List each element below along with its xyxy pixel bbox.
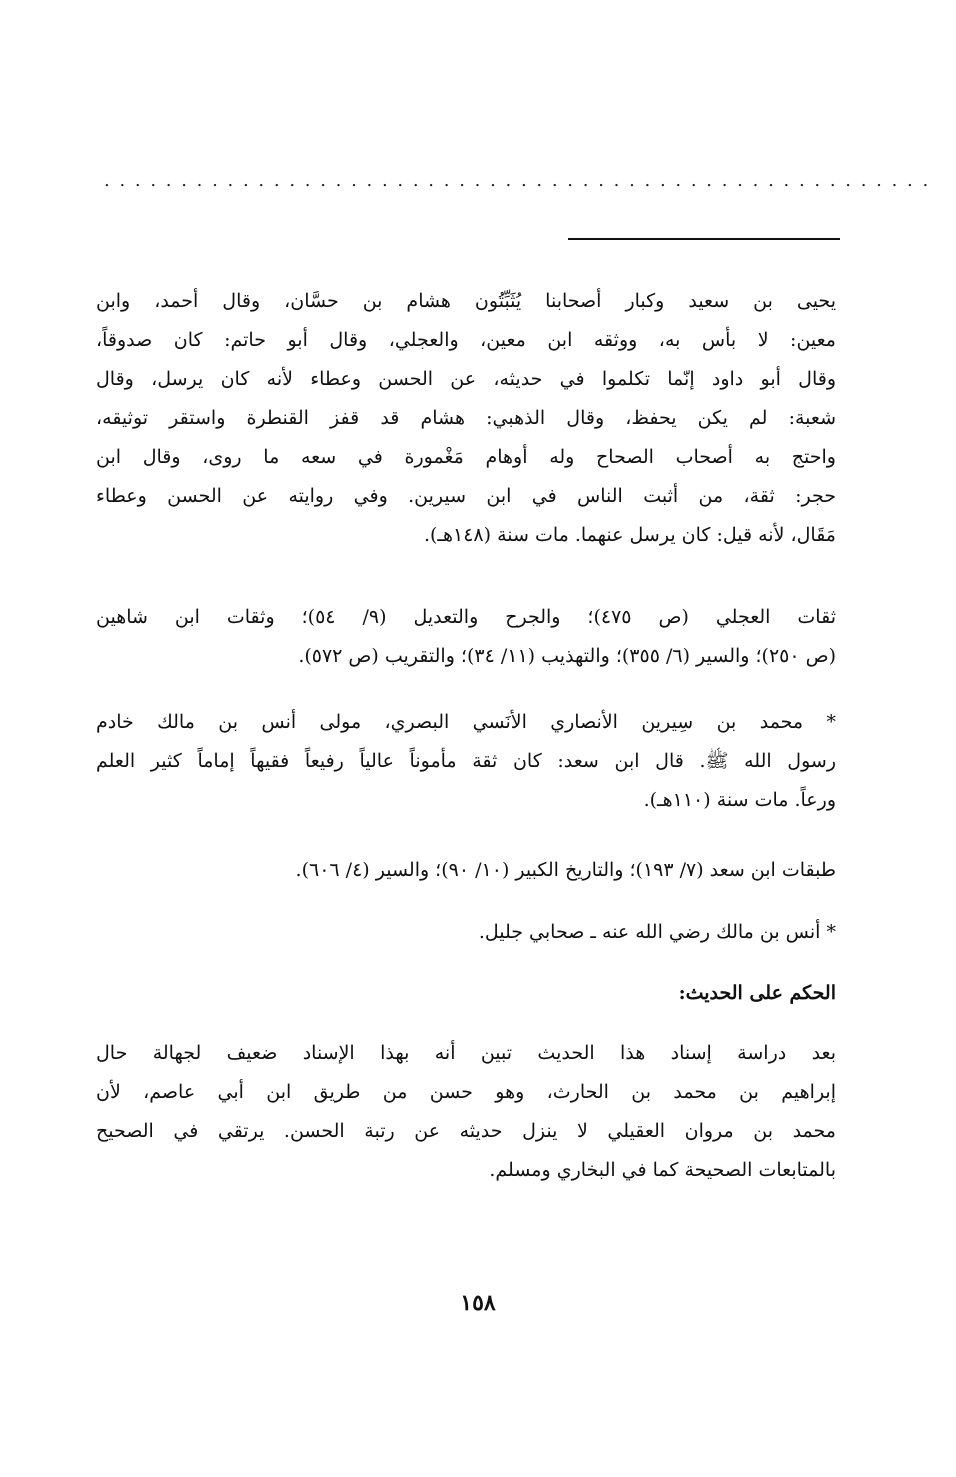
paragraph-anas-biography — [96, 913, 836, 952]
text-line: حجر: ثقة، من أثبت الناس في ابن سيرين. وفي روايته عن الحسن وعطاء — [96, 485, 836, 507]
footnote-rule — [568, 238, 840, 240]
text-line: واحتج به أصحاب الصحاح وله أوهام مَغْمورة في سعه ما روى، وقال ابن — [96, 446, 836, 468]
text-line: (ص ٢٥٠)؛ والسير (٦/ ٣٥٥)؛ والتهذيب (١١/ ٣٤)؛ والتقريب (ص ٥٧٢). — [298, 645, 836, 667]
text-line: * أنس بن مالك رضي الله عنه ـ صحابي جليل. — [478, 921, 836, 943]
section-heading: الحكم على الحديث: — [678, 982, 836, 1004]
text-line: ورعاً. مات سنة (١١٠هـ). — [643, 789, 836, 811]
text-line: * محمد بن سِيرين الأنصاري الأنَسي البصري، مولى أنس بن مالك خادم — [96, 711, 836, 733]
paragraph-conclusion — [96, 1034, 836, 1190]
text-line: مَقَال، لأنه قيل: كان يرسل عنهما. مات سنة (١٤٨هـ). — [423, 524, 836, 546]
page-number: ١٥٨ — [460, 1290, 496, 1316]
text-line: بعد دراسة إسناد هذا الحديث تبين أنه بهذا الإسناد ضعيف لجهالة حال — [96, 1042, 836, 1064]
text-line: بالمتابعات الصحيحة كما في البخاري ومسلم. — [489, 1159, 836, 1181]
paragraph-hisham-biography — [96, 282, 836, 555]
paragraph-ibn-sirin-biography — [96, 703, 836, 820]
text-line: شعبة: لم يكن يحفظ، وقال الذهبي: هشام قد قفز القنطرة واستقر توثيقه، — [96, 407, 836, 429]
text-line: رسول الله ﷺ. قال ابن سعد: كان ثقة مأموناً عالياً رفيعاً فقيهاً إماماً كثير العلم — [96, 750, 836, 772]
text-line: ثقات العجلي (ص ٤٧٥)؛ والجرح والتعديل (٩/ ٥٤)؛ وثقات ابن شاهين — [96, 606, 836, 628]
text-line: إبراهيم بن محمد بن الحارث، وهو حسن من طريق ابن أبي عاصم، لأن — [96, 1081, 836, 1103]
text-line: طبقات ابن سعد (٧/ ١٩٣)؛ والتاريخ الكبير (١٠/ ٩٠)؛ والسير (٤/ ٦٠٦). — [295, 859, 836, 881]
text-line: يحيى بن سعيد وكبار أصحابنا يُثَبِّتُون هشام بن حسَّان، وقال أحمد، وابن — [96, 290, 836, 312]
text-line: معين: لا بأس به، ووثقه ابن معين، والعجلي، وقال أبو حاتم: كان صدوقاً، — [96, 329, 836, 351]
text-line: وقال أبو داود إنّما تكلموا في حديثه، عن الحسن وعطاء لأنه كان يرسل، وقال — [96, 368, 836, 390]
dotted-separator: . . . . . . . . . . . . . . . . . . . . . . . . . . . . . . . . . . . . . . . . . . . . . . . . . . . . . . — [104, 170, 931, 191]
paragraph-hisham-references — [96, 598, 836, 676]
text-line: محمد بن مروان العقيلي لا ينزل حديثه عن رتبة الحسن. يرتقي في الصحيح — [96, 1120, 836, 1142]
paragraph-ibn-sirin-references — [96, 851, 836, 890]
